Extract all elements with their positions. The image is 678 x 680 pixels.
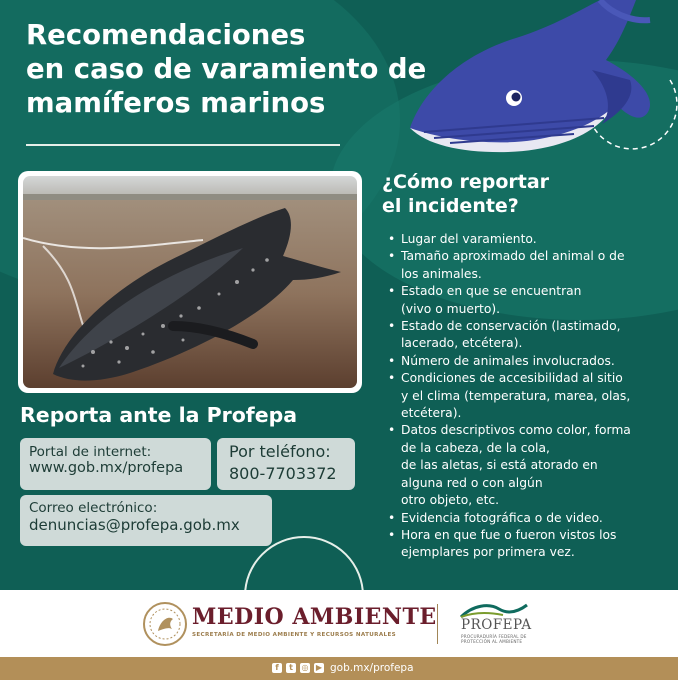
- facebook-icon[interactable]: f: [272, 663, 282, 673]
- checklist-item-line: los animales.: [401, 266, 482, 281]
- ministry-subtitle: SECRETARÍA DE MEDIO AMBIENTE Y RECURSOS NATURALES: [192, 632, 396, 638]
- title-line: en caso de varamiento de: [26, 53, 427, 85]
- checklist-item-line: • Lugar del varamiento.: [401, 232, 537, 246]
- checklist-item-line: • Datos descriptivos como color, forma: [401, 423, 631, 438]
- national-seal-icon: [142, 601, 188, 647]
- checklist-item: [386, 318, 666, 353]
- checklist-item-line: lacerado, etcétera).: [401, 336, 523, 351]
- email-link[interactable]: denuncias@profepa.gob.mx: [29, 516, 240, 534]
- email-contact-box: [20, 495, 272, 546]
- profepa-name: PROFEPA: [461, 617, 532, 633]
- web-label: Portal de internet:: [29, 444, 152, 460]
- checklist-item-line: otro objeto, etc.: [401, 493, 500, 508]
- checklist-item-line: y el clima (temperatura, marea, olas,: [401, 388, 631, 403]
- checklist-item: [386, 231, 666, 248]
- phone-number[interactable]: 800-7703372: [229, 464, 337, 483]
- howto-line: ¿Cómo reportar: [382, 171, 550, 193]
- report-heading: Reporta ante la Profepa: [20, 403, 298, 427]
- checklist-item-line: etcétera).: [401, 406, 462, 421]
- logo-divider: [437, 604, 438, 644]
- checklist-item: [386, 527, 666, 562]
- checklist-item: [386, 353, 666, 370]
- twitter-icon[interactable]: t: [286, 663, 296, 673]
- ministry-name: MEDIO AMBIENTE: [192, 604, 437, 630]
- page-title: [26, 18, 466, 120]
- checklist-item: [386, 248, 666, 283]
- checklist-item-line: • Hora en que fue o fueron vistos los: [401, 527, 617, 542]
- web-contact-box: [20, 438, 211, 490]
- checklist-item-line: de las aletas, si está atorado en: [401, 458, 598, 473]
- social-icons: [272, 663, 324, 673]
- checklist-item: [386, 283, 666, 318]
- title-line: Recomendaciones: [26, 19, 306, 51]
- social-url[interactable]: gob.mx/profepa: [330, 662, 414, 674]
- checklist-item-line: • Condiciones de accesibilidad al sitio: [401, 371, 623, 386]
- checklist-item-line: • Número de animales involucrados.: [401, 353, 615, 368]
- checklist-item-line: • Estado de conservación (lastimado,: [401, 319, 621, 334]
- checklist-item: [386, 370, 666, 422]
- checklist-item-line: • Tamaño aproximado del animal o de: [401, 249, 625, 264]
- checklist-item-line: ejemplares por primera vez.: [401, 545, 575, 560]
- checklist-item: [386, 422, 666, 509]
- instagram-icon[interactable]: ◎: [301, 663, 309, 672]
- stranded-whale-photo: [23, 176, 357, 388]
- checklist-item: [386, 510, 666, 527]
- email-label: Correo electrónico:: [29, 500, 158, 516]
- checklist-item-line: de la cabeza, de la cola,: [401, 440, 550, 455]
- whale-illustration: [404, 0, 678, 160]
- title-divider: [26, 144, 340, 146]
- checklist-item-line: alguna red o con algún: [401, 475, 543, 490]
- checklist-item-line: • Evidencia fotográfica o de video.: [401, 510, 603, 525]
- web-link[interactable]: www.gob.mx/profepa: [29, 460, 184, 476]
- youtube-icon[interactable]: ▶: [315, 663, 323, 672]
- profepa-subtitle: [461, 634, 541, 644]
- profepa-subtitle-line: PROTECCIÓN AL AMBIENTE: [461, 639, 523, 645]
- phone-contact-box: [217, 438, 355, 490]
- report-checklist: [386, 231, 666, 562]
- title-line: mamíferos marinos: [26, 87, 326, 119]
- howto-line: el incidente?: [382, 195, 519, 217]
- checklist-item-line: • Estado en que se encuentran: [401, 284, 582, 299]
- phone-label: Por teléfono:: [229, 442, 331, 461]
- checklist-item-line: (vivo o muerto).: [401, 301, 501, 316]
- howto-heading: [382, 170, 582, 218]
- profepa-subtitle-line: PROCURADURÍA FEDERAL DE: [461, 634, 527, 639]
